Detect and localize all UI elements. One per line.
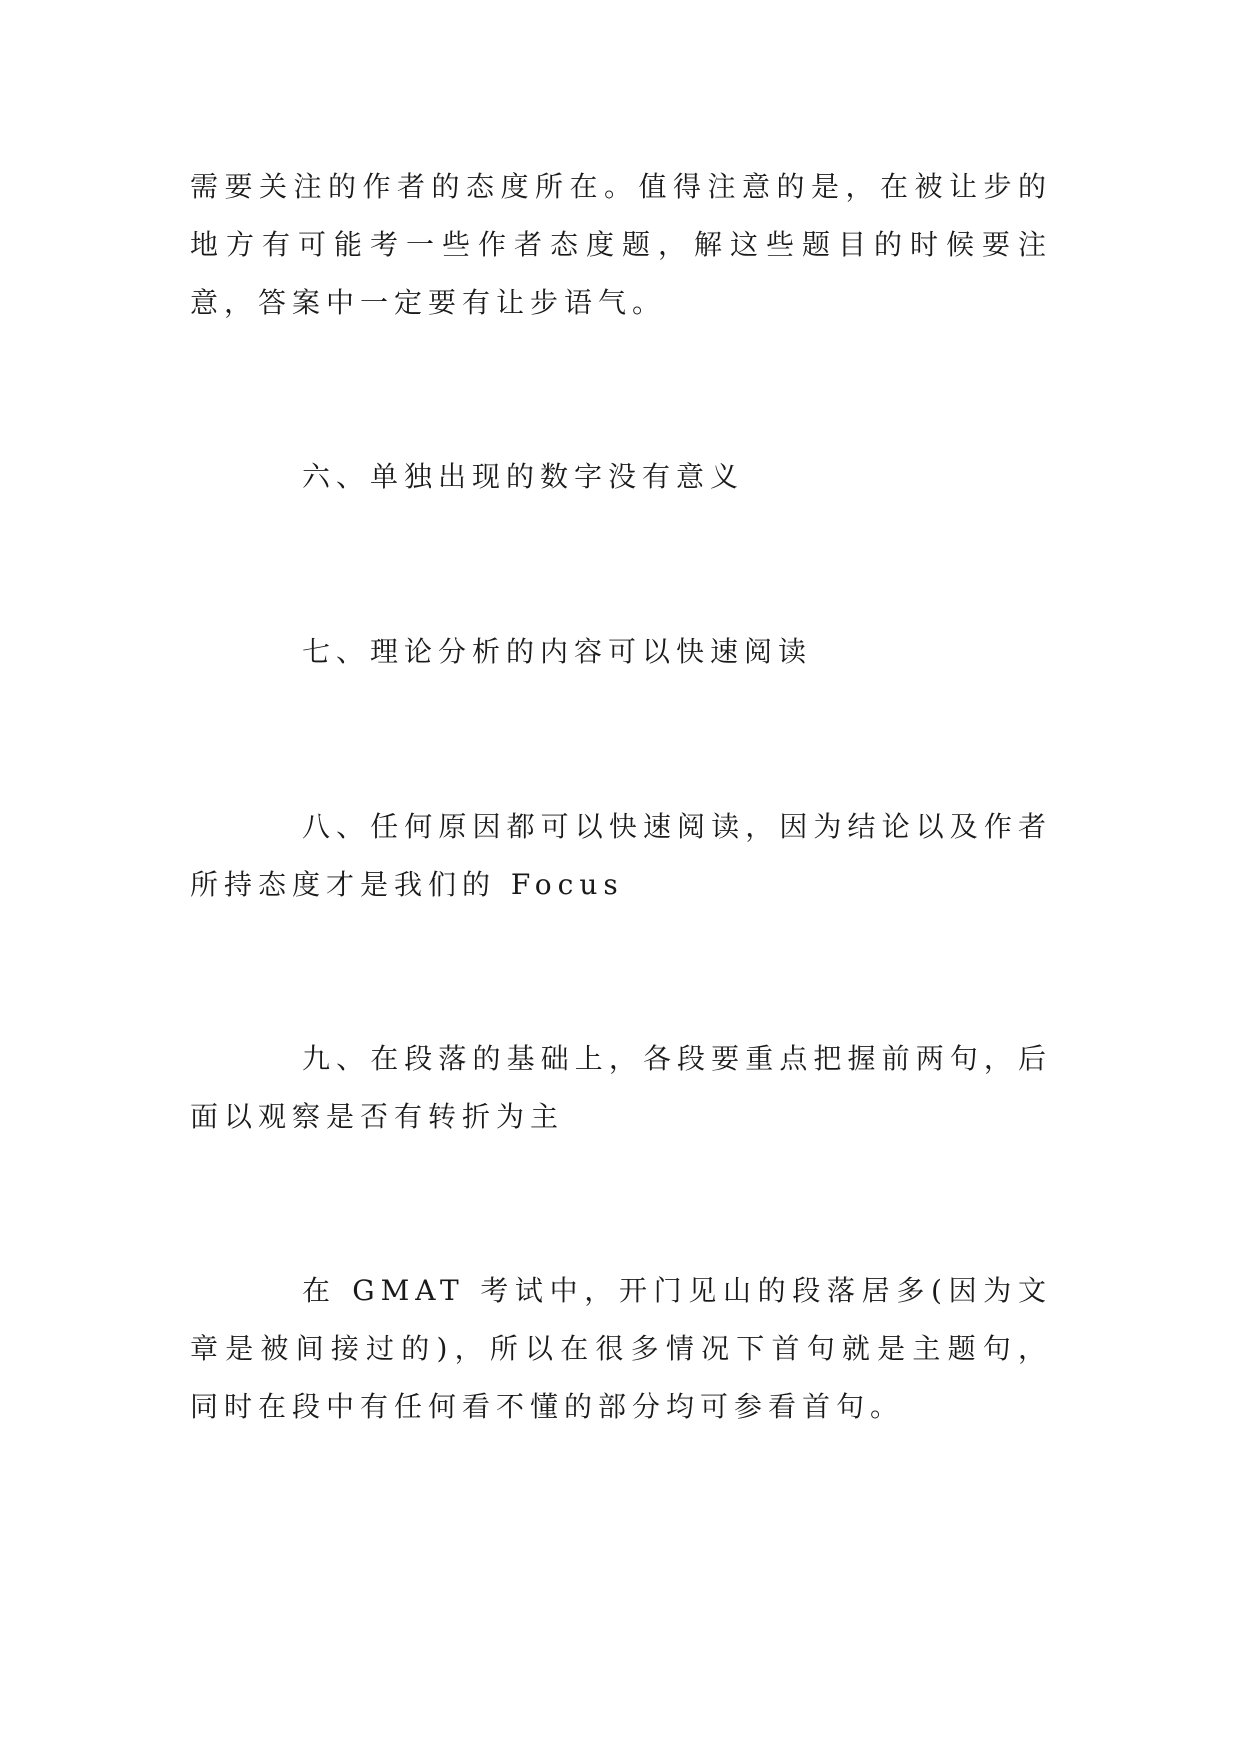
heading-point-eight: 八、任何原因都可以快速阅读，因为结论以及作者所持态度才是我们的 Focus <box>190 810 1052 901</box>
heading-point-seven: 七、理论分析的内容可以快速阅读 <box>302 635 813 668</box>
paragraph-gmat-note: 在 GMAT 考试中，开门见山的段落居多(因为文章是被间接过的)，所以在很多情况下首句就是主题句，同时在段中有任何看不懂的部分均可参看首句。 <box>190 1274 1052 1423</box>
paragraph-continuation: 需要关注的作者的态度所在。值得注意的是，在被让步的地方有可能考一些作者态度题，解这些题目的时候要注意，答案中一定要有让步语气。 <box>190 170 1052 319</box>
heading-point-nine: 九、在段落的基础上，各段要重点把握前两句，后面以观察是否有转折为主 <box>190 1042 1052 1133</box>
heading-point-six: 六、单独出现的数字没有意义 <box>302 460 745 493</box>
